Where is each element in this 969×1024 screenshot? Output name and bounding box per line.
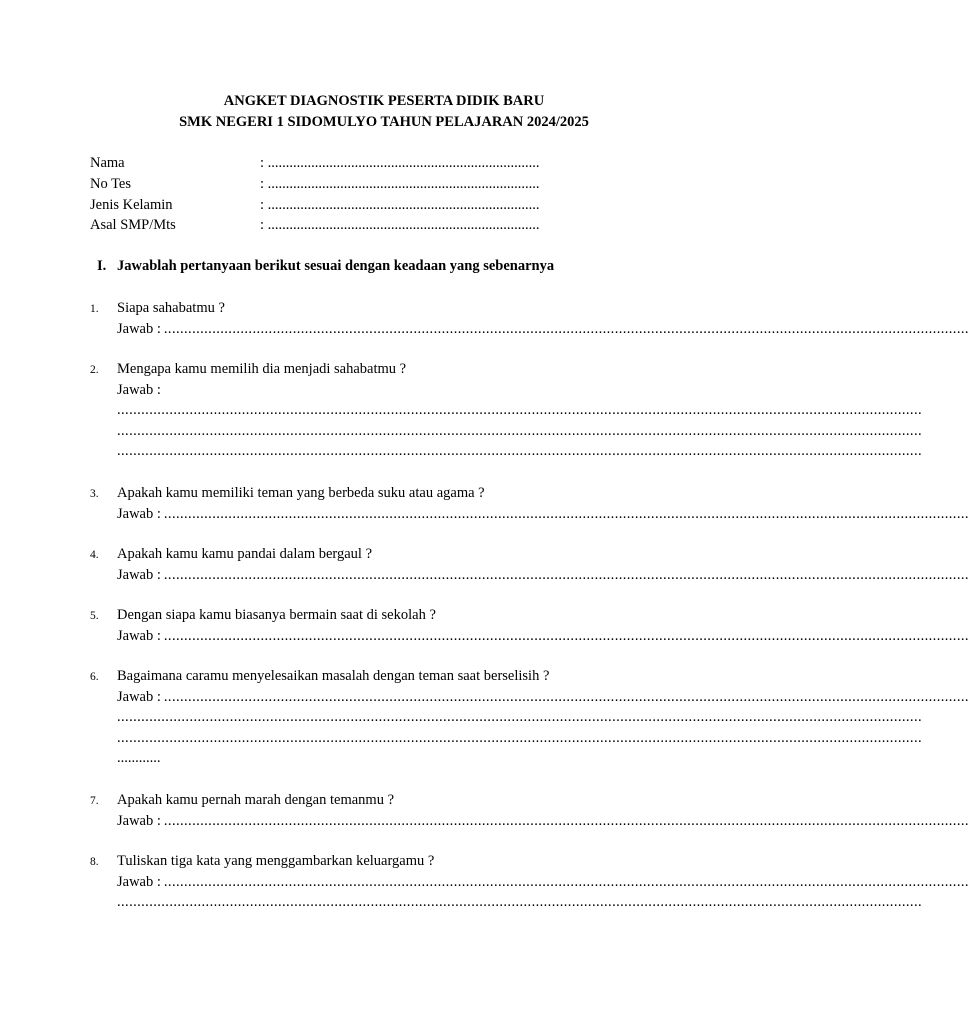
- question-number: 3.: [90, 488, 99, 500]
- section-title: Jawablah pertanyaan berikut sesuai dengan keadaan yang sebenarnya: [117, 258, 555, 274]
- question-number: 6.: [90, 671, 99, 683]
- answer-line[interactable]: [117, 565, 969, 586]
- identity-label: No Tes: [90, 176, 132, 192]
- answer-line[interactable]: [117, 504, 969, 525]
- answer-line[interactable]: [117, 421, 922, 442]
- identity-label: Nama: [90, 155, 125, 171]
- answer-blank[interactable]: ........................................................................................................................................................................................................: [163, 505, 969, 522]
- answer-label: Jawab :: [117, 566, 161, 583]
- identity-blank: : ...........................................................................: [260, 155, 540, 171]
- answer-line[interactable]: [117, 400, 922, 421]
- answer-blank[interactable]: ........................................................................................................................................................................................................: [117, 422, 922, 439]
- question-4: [90, 544, 969, 585]
- answer-line[interactable]: [117, 707, 922, 728]
- question-3: [90, 483, 969, 524]
- answer-line[interactable]: [117, 687, 969, 708]
- answer-label: Jawab :: [117, 381, 161, 398]
- question-text: Mengapa kamu memilih dia menjadi sahabatmu ?: [117, 361, 407, 377]
- document-title: ANGKET DIAGNOSTIK PESERTA DIDIK BARU: [223, 93, 545, 109]
- section-heading: [97, 258, 554, 275]
- question-number: 8.: [90, 856, 99, 868]
- answer-blank[interactable]: ........................................................................................................................................................................................................: [117, 443, 922, 459]
- identity-row-asal-smp: [90, 215, 540, 235]
- identity-row-nama: [90, 153, 540, 173]
- answer-label: Jawab :: [117, 320, 161, 337]
- question-text: Apakah kamu memiliki teman yang berbeda suku atau agama ?: [117, 485, 485, 501]
- answer-blank[interactable]: ........................................................................................................................................................................................................: [163, 566, 969, 583]
- question-text: Apakah kamu pernah marah dengan temanmu ?: [117, 792, 395, 808]
- question-number: 4.: [90, 549, 99, 561]
- question-number: 7.: [90, 795, 99, 807]
- answer-line[interactable]: [117, 441, 922, 462]
- question-5: [90, 605, 969, 646]
- answer-blank[interactable]: ........................................................................................................................................................................................................: [163, 873, 969, 890]
- question-number: 2.: [90, 364, 99, 376]
- answer-label: Jawab :: [117, 873, 161, 890]
- answer-label: Jawab :: [117, 812, 161, 829]
- question-8: [90, 851, 969, 913]
- question-2: [90, 359, 922, 462]
- question-number: 5.: [90, 610, 99, 622]
- answer-blank[interactable]: ........................................................................................................................................................................................................: [117, 709, 922, 725]
- answer-blank[interactable]: ........................................................................................................................................................................................................: [163, 812, 969, 829]
- document-subtitle: SMK NEGERI 1 SIDOMULYO TAHUN PELAJARAN 2024/2025: [179, 114, 589, 130]
- question-7: [90, 790, 969, 831]
- identity-label: Asal SMP/Mts: [90, 217, 176, 233]
- answer-blank[interactable]: ........................................................................................................................................................................................................: [117, 894, 922, 910]
- question-text: Bagaimana caramu menyelesaikan masalah dengan teman saat berselisih ?: [117, 668, 550, 684]
- question-text: Dengan siapa kamu biasanya bermain saat di sekolah ?: [117, 607, 436, 623]
- question-text: Tuliskan tiga kata yang menggambarkan keluargamu ?: [117, 853, 435, 869]
- answer-blank[interactable]: ........................................................................................................................................................................................................: [117, 729, 922, 746]
- answer-line[interactable]: [117, 892, 922, 913]
- answer-line[interactable]: [117, 319, 969, 340]
- answer-label: Jawab :: [117, 627, 161, 644]
- question-text: Siapa sahabatmu ?: [117, 300, 225, 316]
- answer-blank[interactable]: ........................................................................................................................................................................................................: [163, 688, 969, 705]
- identity-blank: : ...........................................................................: [260, 176, 540, 192]
- identity-label: Jenis Kelamin: [90, 197, 173, 213]
- answer-line[interactable]: [117, 728, 922, 749]
- answer-line[interactable]: [117, 811, 969, 832]
- answer-label: Jawab :: [117, 505, 161, 522]
- answer-line[interactable]: [117, 626, 969, 647]
- section-number: I.: [97, 258, 107, 274]
- answer-blank[interactable]: ........................................................................................................................................................................................................: [163, 320, 969, 337]
- question-text: Apakah kamu kamu pandai dalam bergaul ?: [117, 546, 373, 562]
- answer-blank[interactable]: ........................................................................................................................................................................................................: [117, 402, 922, 418]
- identity-row-no-tes: [90, 174, 540, 194]
- question-6: [90, 666, 969, 769]
- question-number: 1.: [90, 303, 99, 315]
- answer-label: Jawab :: [117, 688, 161, 705]
- identity-blank: : ...........................................................................: [260, 217, 540, 233]
- identity-row-jenis-kelamin: [90, 195, 540, 215]
- answer-blank-short[interactable]: ............: [117, 750, 161, 766]
- question-1: [90, 298, 969, 339]
- answer-line[interactable]: [117, 872, 969, 893]
- answer-blank[interactable]: ........................................................................................................................................................................................................: [163, 627, 969, 644]
- identity-blank: : ...........................................................................: [260, 197, 540, 213]
